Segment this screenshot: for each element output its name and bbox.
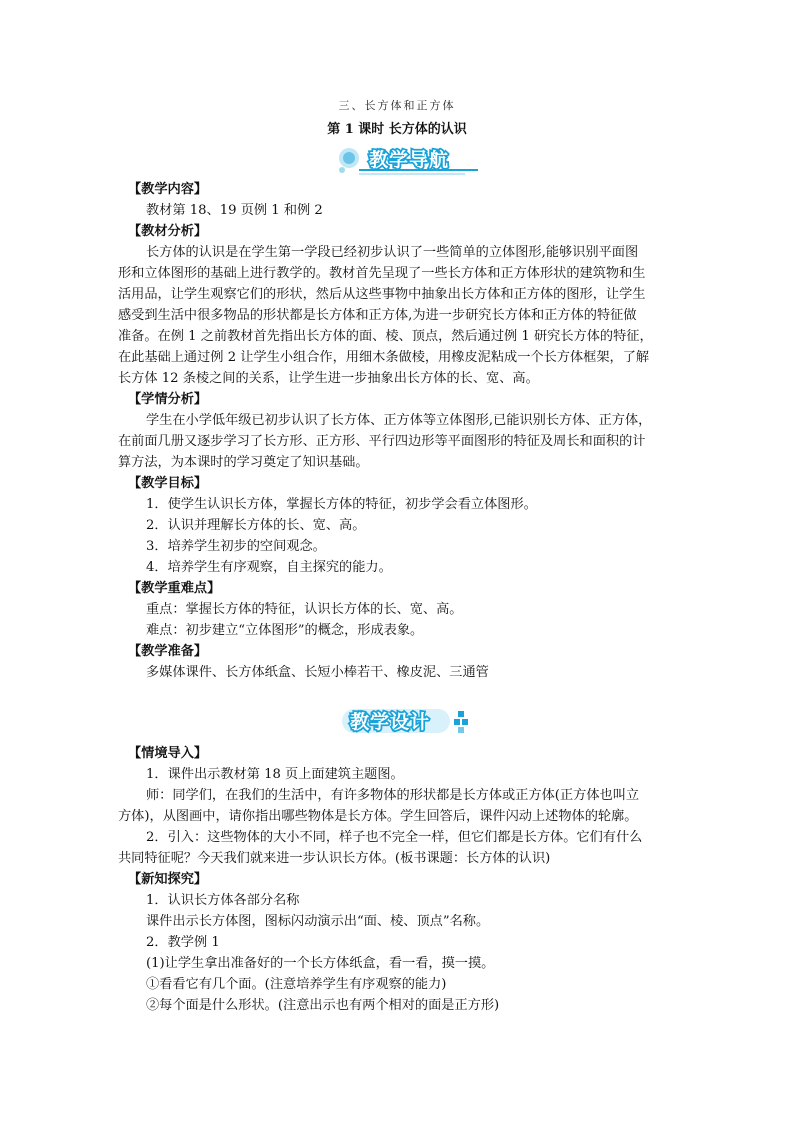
- heading-teaching-preparation: 【教学准备】: [128, 644, 208, 659]
- heading-teaching-content: 【教学内容】: [128, 182, 208, 197]
- paragraph-line: 准备。在例 1 之前教材首先指出长方体的面、棱、顶点，然后通过例 1 研究长方体的特征，: [118, 329, 653, 344]
- paragraph-line: 多媒体课件、长方体纸盒、长短小棒若干、橡皮泥、三通管: [146, 665, 489, 680]
- paragraph-line: 师：同学们，在我们的生活中，有许多物体的形状都是长方体或正方体(正方体也叫立: [146, 788, 640, 803]
- list-item: 1．使学生认识长方体，掌握长方体的特征，初步学会看立体图形。: [146, 497, 537, 512]
- paragraph-line: 1．课件出示教材第 18 页上面建筑主题图。: [146, 767, 404, 782]
- heading-teaching-goals: 【教学目标】: [128, 476, 208, 491]
- paragraph-line: 2．引入：这些物体的大小不同，样子也不完全一样，但它们都是长方体。它们有什么: [146, 830, 643, 845]
- paragraph-line: 形和立体图形的基础上进行教学的。教材首先呈现了一些长方体和正方体形状的建筑物和生: [118, 266, 646, 281]
- paragraph-line: 长方体的认识是在学生第一学段已经初步认识了一些简单的立体图形,能够识别平面图: [146, 245, 639, 260]
- list-item: 3．培养学生初步的空间观念。: [146, 539, 326, 554]
- banner-nav-text: 教学导航: [369, 149, 450, 171]
- paragraph-line: 学生在小学低年级已初步认识了长方体、正方体等立体图形,已能识别长方体、正方体，: [146, 413, 652, 428]
- paragraph-line: ①看看它有几个面。(注意培养学生有序观察的能力): [146, 977, 447, 992]
- paragraph-line: 共同特征呢？今天我们就来进一步认识长方体。(板书课题：长方体的认识): [118, 851, 551, 866]
- paragraph-line: 长方体 12 条棱之间的关系，让学生进一步抽象出长方体的长、宽、高。: [118, 371, 539, 386]
- list-item: 4．培养学生有序观察，自主探究的能力。: [146, 560, 392, 575]
- banner-design-text: 教学设计: [350, 711, 431, 733]
- heading-key-difficult-points: 【教学重难点】: [128, 581, 221, 596]
- heading-textbook-analysis: 【教材分析】: [128, 224, 208, 239]
- teaching-design-banner: [340, 703, 475, 739]
- paragraph-line: 教材第 18、19 页例 1 和例 2: [146, 203, 323, 218]
- heading-situation-intro: 【情境导入】: [128, 746, 208, 761]
- list-item: 2．教学例 1: [146, 935, 220, 950]
- paragraph-line: 方体)，从图画中，请你指出哪些物体是长方体。学生回答后，课件闪动上述物体的轮廓。: [118, 809, 638, 824]
- unit-title: 三、长方体和正方体: [338, 99, 456, 112]
- paragraph-line: 难点：初步建立“立体图形”的概念，形成表象。: [146, 623, 424, 638]
- paragraph-line: 活用品，让学生观察它们的形状，然后从这些事物中抽象出长方体和正方体的图形，让学生: [118, 287, 646, 302]
- list-item: 2．认识并理解长方体的长、宽、高。: [146, 518, 366, 533]
- paragraph-line: 感受到生活中很多物品的形状都是长方体和正方体,为进一步研究长方体和正方体的特征做: [118, 308, 637, 323]
- paragraph-line: 算方法，为本课时的学习奠定了知识基础。: [118, 455, 369, 470]
- paragraph-line: 课件出示长方体图，图标闪动演示出“面、棱、顶点”名称。: [146, 914, 490, 929]
- heading-student-analysis: 【学情分析】: [128, 392, 208, 407]
- list-item: 1．认识长方体各部分名称: [146, 893, 300, 908]
- teaching-navigation-banner: [335, 140, 483, 180]
- paragraph-line: 在前面几册又逐步学习了长方形、正方形、平行四边形等平面图形的特征及周长和面积的计: [118, 434, 646, 449]
- paragraph-line: 重点：掌握长方体的特征，认识长方体的长、宽、高。: [146, 602, 463, 617]
- heading-new-knowledge: 【新知探究】: [128, 872, 208, 887]
- paragraph-line: (1)让学生拿出准备好的一个长方体纸盒，看一看，摸一摸。: [146, 956, 495, 971]
- paragraph-line: 在此基础上通过例 2 让学生小组合作，用细木条做棱，用橡皮泥粘成一个长方体框架，了解: [118, 350, 650, 365]
- lesson-title: 第 1 课时 长方体的认识: [327, 122, 467, 137]
- paragraph-line: ②每个面是什么形状。(注意出示也有两个相对的面是正方形): [146, 998, 500, 1013]
